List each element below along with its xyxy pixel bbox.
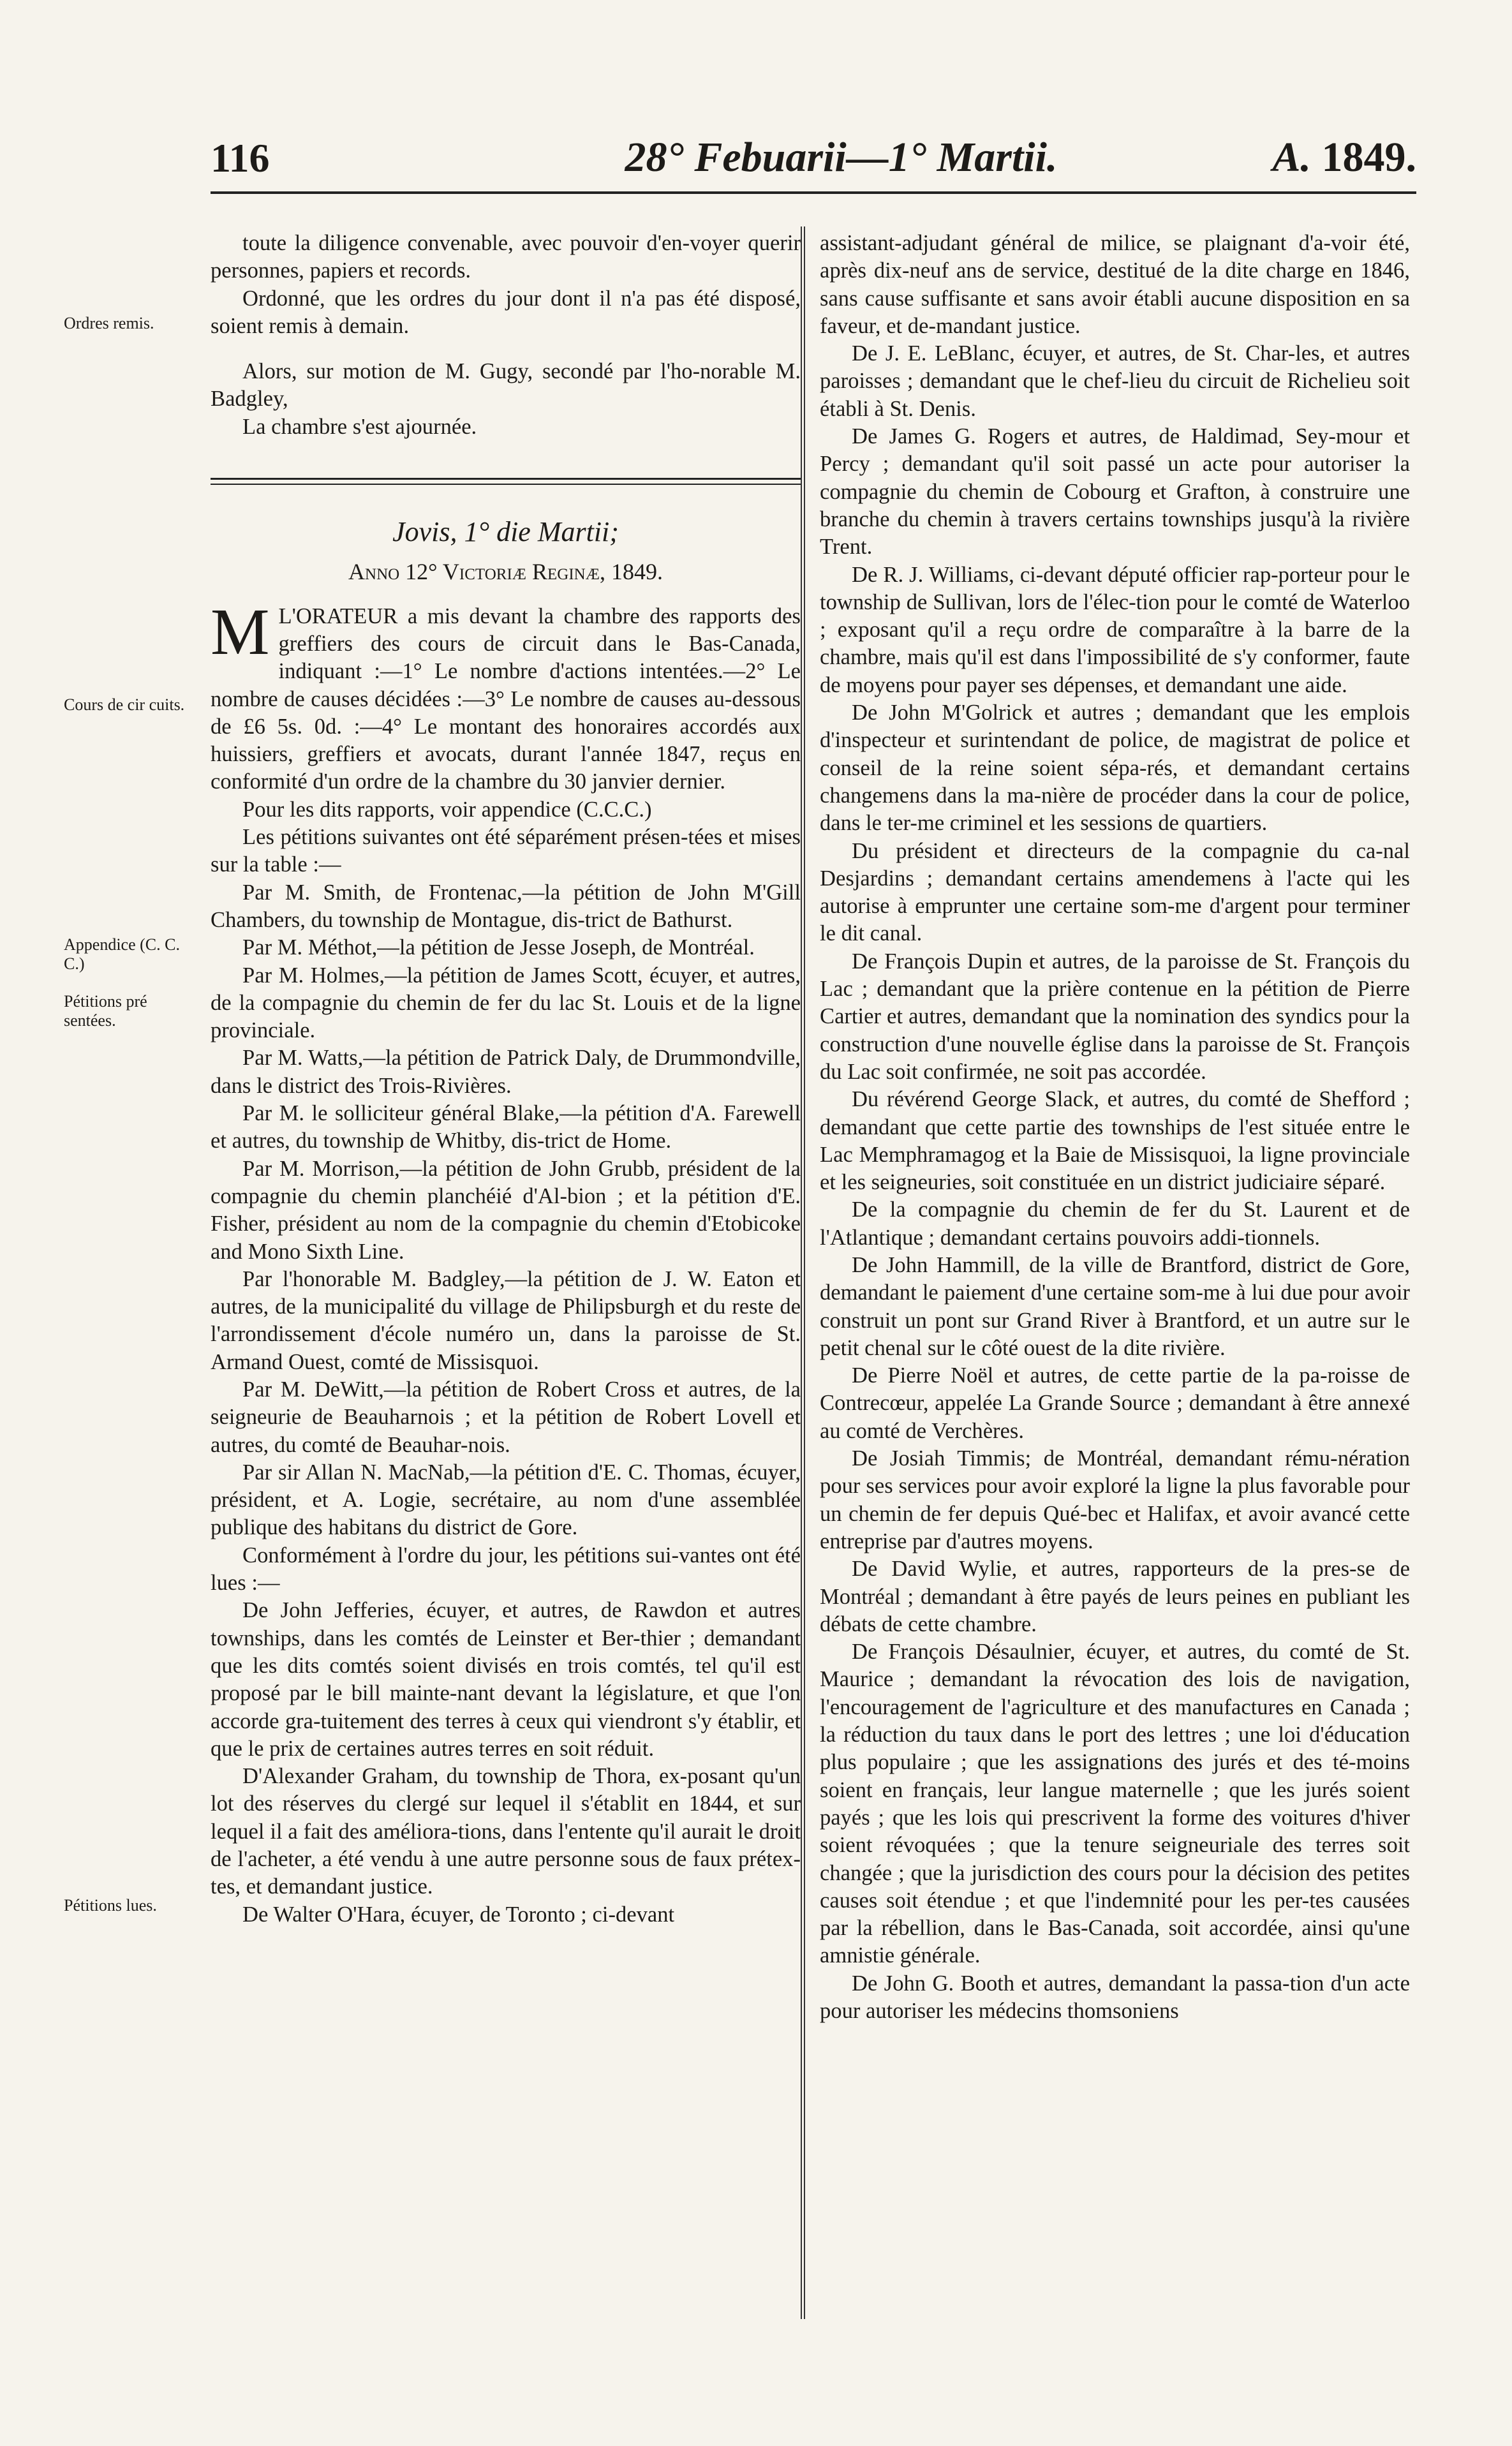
paragraph: D'Alexander Graham, du township de Thora, ex-posant qu'un lot des réserves du clergé sur lequel il s'établit en 1844, et sur lequel il a fait des améliora-tions, dans l'entente qu'il aurait le droit de l'acheter, a été vendu à une autre personne sous de faux prétex-tes, et demandant justice. xyxy=(211,1764,801,1899)
paragraph: De J. E. LeBlanc, écuyer, et autres, de St. Char-les, et autres paroisses ; demandant que le chef-lieu du circuit de Richelieu soit établi à St. Denis. xyxy=(820,341,1410,421)
paragraph: De Pierre Noël et autres, de cette partie de la pa-roisse de Contrecœur, appelée La Grande Source ; demandant à être annexé au comté de Verchères. xyxy=(820,1363,1410,1443)
margin-note-appendice: Appendice (C. C. C.) xyxy=(64,935,180,973)
page-header xyxy=(211,112,1416,182)
paragraph: Par M. Smith, de Frontenac,—la pétition de John M'Gill Chambers, du township de Montague, dis-trict de Bathurst. xyxy=(211,880,801,932)
right-column xyxy=(820,230,1410,2025)
paragraph: De John M'Golrick et autres ; demandant que les emplois d'inspecteur et surintendant de police, de magistrat de police et conseil de la reine soient sépa-rés, et demandant certains changemens dans la ma-nière de procéder dans la cour de police, dans le ter-me criminel et les sessions de quartiers. xyxy=(820,700,1410,836)
date-heading: Jovis, 1° die Martii; xyxy=(392,516,619,548)
paragraph xyxy=(211,595,801,796)
header-rule xyxy=(211,191,1416,194)
paragraph: Par M. DeWitt,—la pétition de Robert Cross et autres, de la seigneurie de Beauharnois ; et la pétition de Robert Lovell et autres, du comté de Beauhar-nois. xyxy=(211,1377,801,1457)
page-year xyxy=(1272,133,1416,182)
paragraph: Par M. Morrison,—la pétition de John Grubb, président de la compagnie du chemin planchéié d'Al-bion ; et la pétition d'E. Fisher, président au nom de la compagnie du chemin d'Etobicoke and Mono Sixth Line. xyxy=(211,1156,801,1264)
paragraph: Par M. le solliciteur général Blake,—la pétition d'A. Farewell et autres, du township de Whitby, dis-trict de Home. xyxy=(211,1101,801,1153)
margin-note-ordres-remis: Ordres remis. xyxy=(64,314,154,332)
regnal-year: Anno 12° Victoriæ Reginæ, 1849. xyxy=(348,559,663,585)
paragraph: La chambre s'est ajournée. xyxy=(242,414,477,439)
paragraph: Alors, sur motion de M. Gugy, secondé par l'ho-norable M. Badgley, xyxy=(211,359,801,411)
paragraph: De James G. Rogers et autres, de Haldimad, Sey-mour et Percy ; demandant qu'il soit passé un acte pour autoriser la compagnie du chemin de Cobourg et Grafton, à construire une branche du chemin à travers certains townships jusqu'à la rivière Trent. xyxy=(820,424,1410,560)
paragraph: De R. J. Williams, ci-devant député officier rap-porteur pour le township de Sullivan, lors de l'élec-tion pour le comté de Waterloo ; exposant qu'il a reçu ordre de comparaître à la barre de la chambre, mais qu'il est dans l'impossibilité de s'y conformer, faute de moyens pour payer ses dépenses, et demandant une aide. xyxy=(820,562,1410,697)
paragraph: Par sir Allan N. MacNab,—la pétition d'E. C. Thomas, écuyer, président, et A. Logie, secrétaire, au nom d'une assemblée publique des habitans du district de Gore. xyxy=(211,1460,801,1540)
paragraph: Ordonné, que les ordres du jour dont il n'a pas été disposé, soient remis à demain. xyxy=(211,286,801,338)
paragraph: De François Dupin et autres, de la paroisse de St. François du Lac ; demandant que la prière contenue en la pétition de Pierre Cartier et autres, demandant que la nomination des syndics pour la construction d'une nouvelle église dans la paroisse de St. François du Lac soit confirmée, ne soit pas accordée. xyxy=(820,949,1410,1084)
paragraph: Les pétitions suivantes ont été séparément présen-tées et mises sur la table :— xyxy=(211,825,801,877)
paragraph: Par M. Holmes,—la pétition de James Scott, écuyer, et autres, de la compagnie du chemin de fer du lac St. Louis et de la ligne provinciale. xyxy=(211,963,801,1043)
paragraph: assistant-adjudant général de milice, se plaignant d'a-voir été, après dix-neuf ans de service, destitué de la dite charge en 1846, sans cause suffisante et sans avoir établi aucune disposition en sa faveur, et de-mandant justice. xyxy=(820,231,1410,338)
margin-note-petitions-lues: Pétitions lues. xyxy=(64,1896,157,1915)
paragraph: Du révérend George Slack, et autres, du comté de Shefford ; demandant que cette partie des townships de l'est située entre le Lac Memphramagog et la Baie de Missisquoi, la ligne provinciale et les seigneuries, soit constituée en un district judiciaire séparé. xyxy=(820,1087,1410,1195)
paragraph: De la compagnie du chemin de fer du St. Laurent et de l'Atlantique ; demandant certains pouvoirs addi-tionnels. xyxy=(820,1197,1410,1250)
paragraph: De Josiah Timmis; de Montréal, demandant rému-nération pour ses services pour avoir exploré la ligne la plus favorable pour un chemin de fer depuis Qué-bec et Halifax, et avoir avancé cette entreprise par d'autres moyens. xyxy=(820,1446,1410,1553)
paragraph: Du président et directeurs de la compagnie du ca-nal Desjardins ; demandant certains amendemens à l'acte qui les autorise à emprunter une certaine som-me d'argent pour terminer le dit canal. xyxy=(820,838,1410,946)
year-value: 1849. xyxy=(1321,134,1416,181)
paragraph: De Walter O'Hara, écuyer, de Toronto ; ci-devant xyxy=(242,1902,675,1927)
left-column xyxy=(211,230,801,1929)
page-number: 116 xyxy=(211,135,270,181)
paragraph: Pour les dits rapports, voir appendice (C.C.C.) xyxy=(242,797,652,822)
column-divider xyxy=(801,226,802,2319)
paragraph: De David Wylie, et autres, rapporteurs de la pres-se de Montréal ; demandant à être payés de leurs peines en publiant les débats de cette chambre. xyxy=(820,1557,1410,1636)
margin-note-petitions-presentees: Pétitions pré sentées. xyxy=(64,992,147,1030)
paragraph: De John G. Booth et autres, demandant la passa-tion d'un acte pour autoriser les médecins thomsoniens xyxy=(820,1971,1410,2023)
paragraph: toute la diligence convenable, avec pouvoir d'en-voyer querir personnes, papiers et records. xyxy=(211,231,801,283)
margin-note-cours-de-circuits: Cours de cir cuits. xyxy=(64,695,185,714)
paragraph: De John Hammill, de la ville de Brantford, district de Gore, demandant le paiement d'une certaine som-me à lui due pour avoir construit un pont sur Grand River à Brantford, et un autre sur le petit chenal sur le côté ouest de la dite rivière. xyxy=(820,1252,1410,1360)
paragraph: Par M. Watts,—la pétition de Patrick Daly, de Drummondville, dans le district des Trois-Rivières. xyxy=(211,1046,801,1098)
drop-cap: M xyxy=(211,595,270,669)
paragraph-text: L'ORATEUR a mis devant la chambre des rapports des greffiers des cours de circuit dans le Bas-Canada, indiquant :—1° Le nombre d'actions intentées.—2° Le nombre de causes décidées :—3° Le nombre de causes au-dessous de £6 5s. 0d. :—4° Le montant des honoraires accordés aux huissiers, greffiers et avocats, durant l'année 1847, reçus en conformité d'un ordre de la chambre du 30 janvier dernier. xyxy=(211,604,801,794)
page-title: 28° Febuarii—1° Martii. xyxy=(625,134,1058,181)
section-divider xyxy=(211,478,801,485)
paragraph: De John Jefferies, écuyer, et autres, de Rawdon et autres townships, dans les comtés de Leinster et Ber-thier ; demandant que les dits comtés soient divisés en trois comtés, tel qu'il est proposé par le bill mainte-nant devant la législature, et que l'on accorde gra-tuitement des terres à ceux qui viendront s'y établir, et que le prix de certaines autres terres en soit réduit. xyxy=(211,1598,801,1761)
paragraph: Par M. Méthot,—la pétition de Jesse Joseph, de Montréal. xyxy=(242,935,755,960)
paragraph: Par l'honorable M. Badgley,—la pétition de J. W. Eaton et autres, de la municipalité du village de Philipsburgh et du reste de l'arrondissement d'école numéro un, dans la paroisse de St. Armand Ouest, comté de Missisquoi. xyxy=(211,1266,801,1374)
year-prefix: A. xyxy=(1272,134,1311,181)
paragraph: De François Désaulnier, écuyer, et autres, du comté de St. Maurice ; demandant la révocation des lois de navigation, l'encouragement de l'agriculture et des manufactures en Canada ; la réduction du taux dans le port des lettres ; une loi d'éducation plus populaire ; que les assignations des jurés et des té-moins soient en français, leur langue maternelle ; que les jurés soient payés ; que les lois qui prescrivent la forme des voitures d'hiver soient révoquées ; que la tenure seigneuriale des terres soit changée ; que la jurisdiction des cours pour la décision des petites causes soit étendue ; et que l'indemnité pour les per-tes causées par la rébellion, dans le Bas-Canada, soit accordée, ainsi qu'une amnistie générale. xyxy=(820,1640,1410,1968)
paragraph: Conformément à l'ordre du jour, les pétitions sui-vantes ont été lues :— xyxy=(211,1543,801,1596)
